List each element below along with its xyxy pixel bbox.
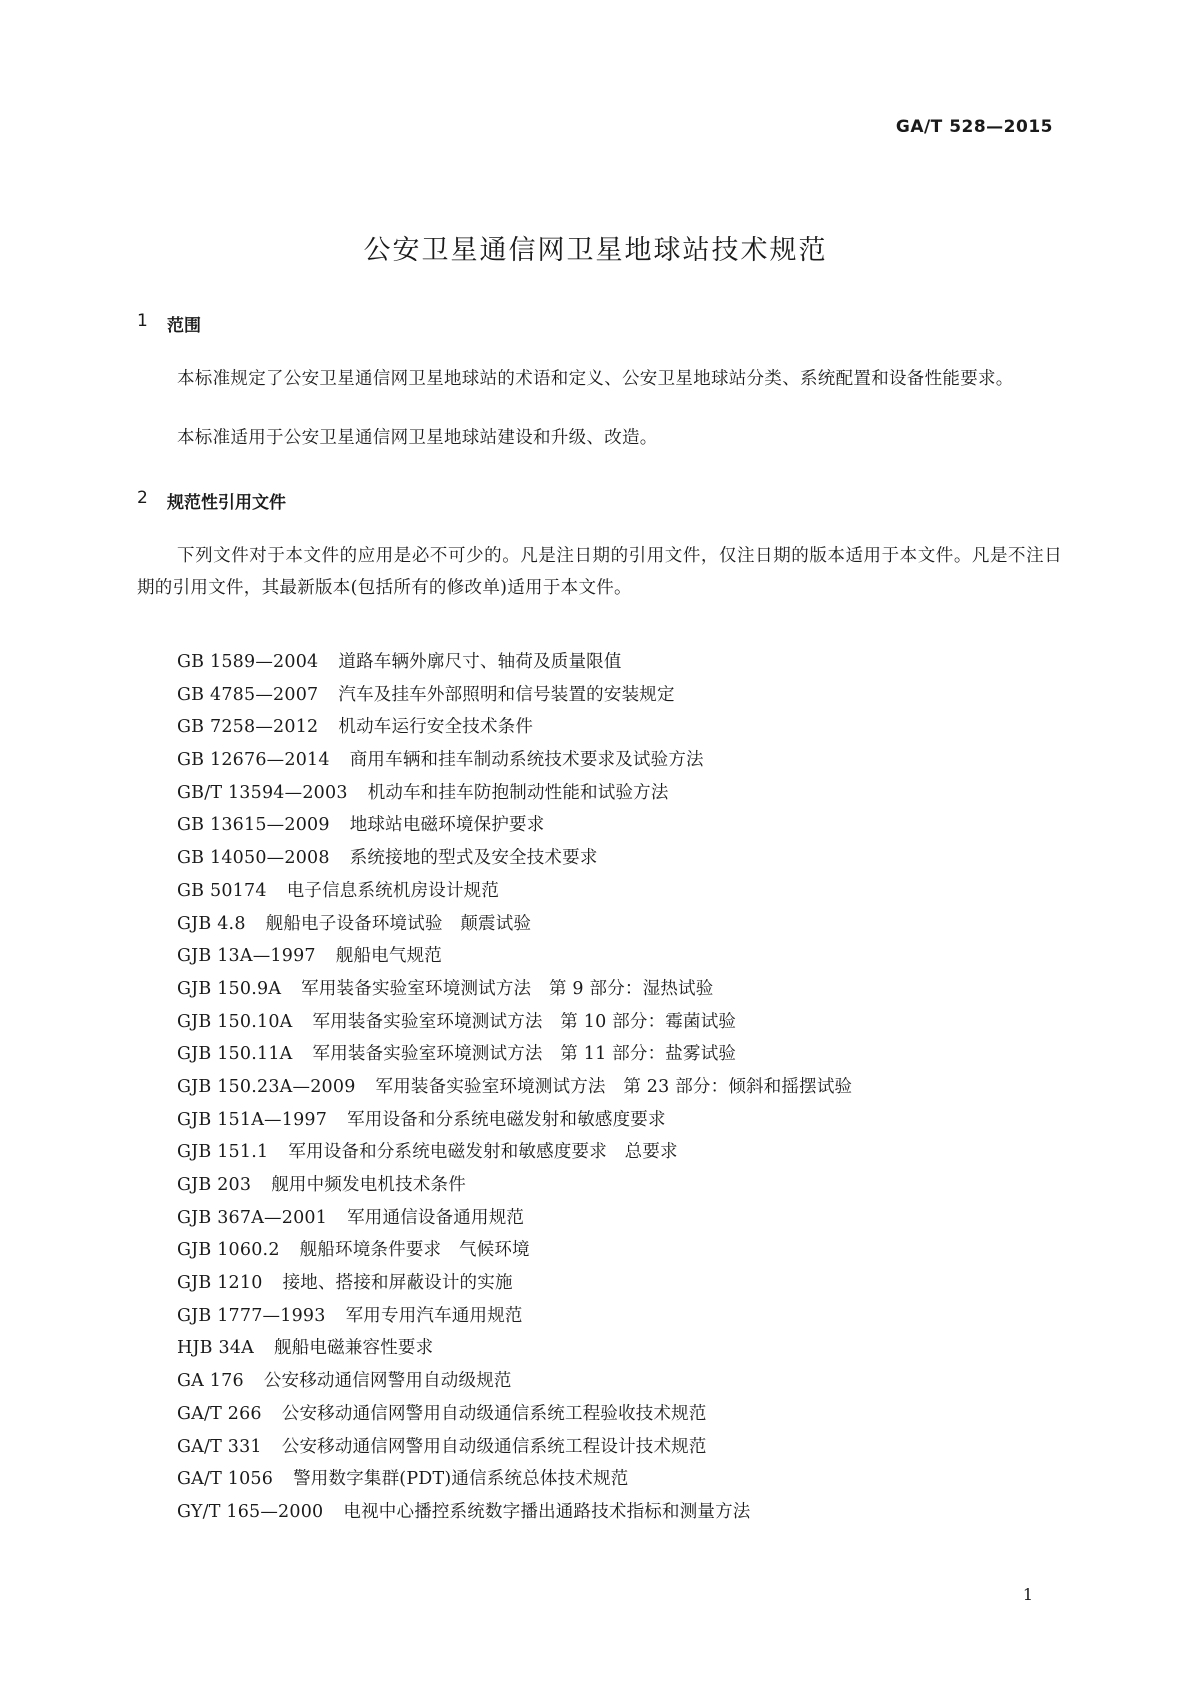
reference-code: GJB 151.1	[177, 1142, 269, 1163]
reference-item	[177, 1202, 852, 1235]
reference-code: GJB 1777—1993	[177, 1305, 326, 1326]
reference-code: GJB 1060.2	[177, 1240, 280, 1261]
reference-name: 军用设备和分系统电磁发射和敏感度要求	[347, 1109, 666, 1130]
reference-code: GB/T 13594—2003	[177, 782, 348, 803]
reference-name: 机动车和挂车防抱制动性能和试验方法	[367, 782, 669, 803]
reference-item	[177, 1136, 852, 1169]
reference-item	[177, 842, 852, 875]
reference-name: 地球站电磁环境保护要求	[349, 815, 545, 836]
reference-item	[177, 940, 852, 973]
reference-name: 军用装备实验室环境测试方法 第 10 部分：霉菌试验	[312, 1011, 737, 1032]
reference-item	[177, 875, 852, 908]
reference-item	[177, 744, 852, 777]
reference-name: 军用专用汽车通用规范	[345, 1305, 523, 1326]
reference-item	[177, 809, 852, 842]
reference-name: 公安移动通信网警用自动级通信系统工程设计技术规范	[281, 1436, 707, 1457]
reference-code: GB 12676—2014	[177, 750, 330, 771]
reference-name: 军用装备实验室环境测试方法 第 11 部分：盐雾试验	[312, 1044, 737, 1065]
reference-code: GB 50174	[177, 880, 267, 901]
reference-item	[177, 1071, 852, 1104]
reference-name: 警用数字集群(PDT)通信系统总体技术规范	[293, 1469, 629, 1490]
reference-item	[177, 1431, 852, 1464]
reference-name: 军用装备实验室环境测试方法 第 23 部分：倾斜和摇摆试验	[375, 1076, 853, 1097]
reference-code: GJB 150.9A	[177, 978, 282, 999]
section-title: 范围	[167, 316, 201, 336]
reference-item	[177, 1332, 852, 1365]
references-intro-paragraph: 下列文件对于本文件的应用是必不可少的。凡是注日期的引用文件，仅注日期的版本适用于本文件。凡是不注日期的引用文件，其最新版本(包括所有的修改单)适用于本文件。	[137, 546, 1062, 598]
reference-item	[177, 1496, 852, 1529]
reference-code: GJB 1210	[177, 1273, 263, 1294]
standard-code: GA/T 528—2015	[895, 117, 1053, 137]
section-1-heading	[137, 311, 201, 336]
reference-item	[177, 908, 852, 941]
reference-code: GJB 367A—2001	[177, 1207, 328, 1228]
reference-item	[177, 1006, 852, 1039]
reference-code: GJB 151A—1997	[177, 1109, 328, 1130]
page-number: 1	[1022, 1585, 1033, 1604]
reference-code: GA/T 1056	[177, 1469, 274, 1490]
reference-item	[177, 1300, 852, 1333]
document-title: 公安卫星通信网卫星地球站技术规范	[363, 235, 828, 266]
scope-paragraph-2: 本标准适用于公安卫星通信网卫星地球站建设和升级、改造。	[177, 428, 658, 448]
reference-code: GA 176	[177, 1371, 244, 1392]
reference-code: GJB 150.11A	[177, 1044, 293, 1065]
reference-name: 电子信息系统机房设计规范	[286, 880, 500, 901]
reference-name: 舰船电气规范	[335, 946, 442, 967]
reference-code: GA/T 266	[177, 1403, 262, 1424]
reference-name: 公安移动通信网警用自动级通信系统工程验收技术规范	[281, 1403, 707, 1424]
reference-name: 军用设备和分系统电磁发射和敏感度要求 总要求	[288, 1142, 678, 1163]
reference-name: 军用通信设备通用规范	[347, 1207, 525, 1228]
reference-code: GB 13615—2009	[177, 815, 330, 836]
section-title: 规范性引用文件	[167, 493, 286, 513]
reference-item	[177, 1104, 852, 1137]
section-number: 1	[137, 311, 148, 331]
reference-name: 舰船电子设备环境试验 颠震试验	[265, 913, 532, 934]
reference-name: 军用装备实验室环境测试方法 第 9 部分：湿热试验	[301, 978, 714, 999]
reference-name: 道路车辆外廓尺寸、轴荷及质量限值	[338, 652, 622, 672]
reference-name: 汽车及挂车外部照明和信号装置的安装规定	[338, 684, 675, 705]
reference-code: GJB 13A—1997	[177, 946, 316, 967]
reference-code: GJB 4.8	[177, 913, 246, 934]
reference-code: GY/T 165—2000	[177, 1501, 324, 1522]
reference-name: 舰船电磁兼容性要求	[274, 1338, 434, 1359]
reference-code: GJB 150.10A	[177, 1011, 293, 1032]
reference-item	[177, 777, 852, 810]
reference-item	[177, 1267, 852, 1300]
reference-name: 电视中心播控系统数字播出通路技术指标和测量方法	[343, 1501, 751, 1522]
reference-name: 系统接地的型式及安全技术要求	[349, 848, 598, 869]
reference-name: 机动车运行安全技术条件	[338, 717, 534, 738]
section-number: 2	[137, 488, 148, 508]
reference-code: GJB 150.23A—2009	[177, 1076, 356, 1097]
reference-item	[177, 646, 852, 679]
reference-item	[177, 1169, 852, 1202]
section-2-heading	[137, 488, 286, 513]
reference-item	[177, 1463, 852, 1496]
scope-paragraph-1: 本标准规定了公安卫星通信网卫星地球站的术语和定义、公安卫星地球站分类、系统配置和设备性能要求。	[177, 369, 1014, 389]
reference-code: GB 14050—2008	[177, 848, 330, 869]
reference-item	[177, 711, 852, 744]
reference-name: 舰用中频发电机技术条件	[271, 1175, 466, 1195]
reference-item	[177, 1038, 852, 1071]
reference-code: GB 1589—2004	[177, 652, 319, 672]
reference-item	[177, 1234, 852, 1267]
reference-item	[177, 1365, 852, 1398]
reference-name: 接地、搭接和屏蔽设计的实施	[282, 1273, 513, 1294]
reference-name: 舰船环境条件要求 气候环境	[299, 1240, 530, 1261]
reference-code: GJB 203	[177, 1175, 252, 1195]
reference-item	[177, 1398, 852, 1431]
reference-name: 公安移动通信网警用自动级规范	[263, 1371, 512, 1392]
reference-code: HJB 34A	[177, 1338, 255, 1359]
reference-code: GA/T 331	[177, 1436, 262, 1457]
reference-name: 商用车辆和挂车制动系统技术要求及试验方法	[349, 750, 704, 771]
reference-code: GB 4785—2007	[177, 684, 319, 705]
reference-item	[177, 973, 852, 1006]
reference-code: GB 7258—2012	[177, 717, 319, 738]
reference-item	[177, 679, 852, 712]
reference-list	[177, 646, 852, 1529]
